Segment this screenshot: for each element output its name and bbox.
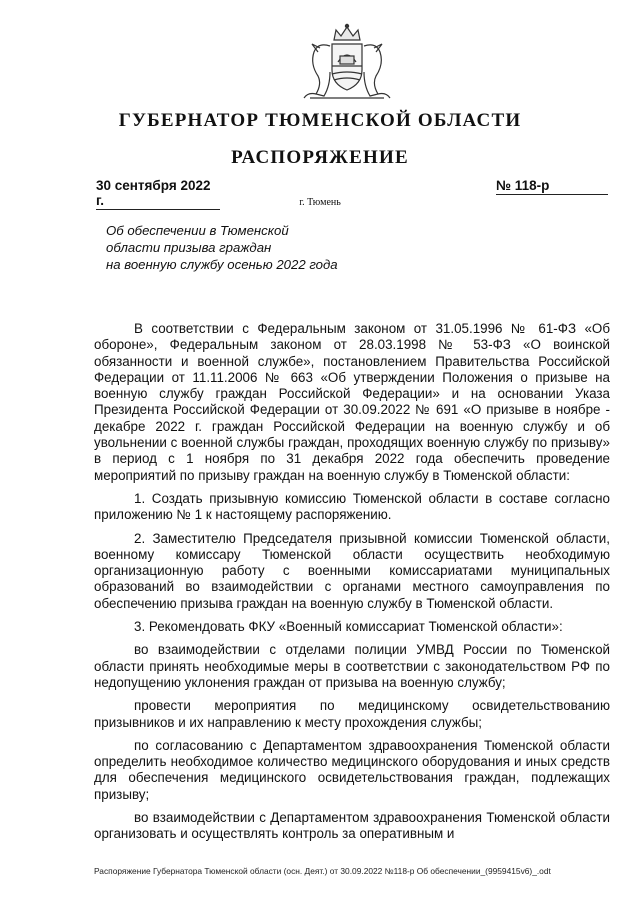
body-paragraph: 3. Рекомендовать ФКУ «Военный комиссариат Тюменской области»: [134,619,563,635]
body-paragraph: 2. Заместителю Председателя призывной комиссии Тюменской области, военному комиссару Тюменской области осуществить необходимую организационную работу с военными комиссариатами муниципальных образований во взаимодействии с органами местного самоуправления по обеспечению призыва граждан на военную службу в Тюменской области. [94,530,610,611]
body-paragraph: В соответствии с Федеральным законом от 31.05.1996 № 61-ФЗ «Об обороне», Федеральным законом от 28.03.1998 № 53-ФЗ «О воинской обязанности и военной службе», постановлением Правительства Российской Федерации от 11.11.2006 № 663 «Об утверждении Положения о призыве на военную службу граждан Российской Федерации» и на основании Указа Президента Российской Федерации от 30.09.2022 № 691 «О призыве в ноябре - декабре 2022 г. граждан Российской Федерации на военную службу и об увольнении с военной службы граждан, проходящих военную службу по призыву» в период с 1 ноября по 31 декабря 2022 года обеспечить проведение мероприятий по призыву граждан на военную службу в Тюменской области: [94,321,610,483]
document-number: № 118-р [496,178,608,195]
body-paragraph: по согласованию с Департаментом здравоохранения Тюменской области определить необходимое количество медицинского оборудования и иных средств для обеспечения медицинского освидетельствования граждан, подлежащих призыву; [94,737,610,802]
body-paragraph: во взаимодействии с Департаментом здравоохранения Тюменской области организовать и осуществлять контроль за оперативным и [94,810,610,842]
document-date: 30 сентября 2022 г. [96,178,220,210]
document-type-title: РАСПОРЯЖЕНИЕ [231,147,409,168]
document-body [94,321,610,850]
body-paragraph: провести мероприятия по медицинскому освидетельствованию призывников и их направлению к месту прохождения службы; [94,698,610,730]
subject-line: на военную службу осенью 2022 года [106,257,338,272]
authority-title: ГУБЕРНАТОР ТЮМЕНСКОЙ ОБЛАСТИ [118,110,522,131]
body-paragraph: во взаимодействии с отделами полиции УМВД России по Тюменской области принять необходимые меры в соответствии с законодательством РФ по недопущению уклонения граждан от призыва на военную службу; [94,642,610,690]
subject-line: области призыва граждан [106,240,272,255]
document-city: г. Тюмень [299,197,341,208]
document-subject [106,222,356,273]
page-footer: Распоряжение Губернатора Тюменской области (осн. Деят.) от 30.09.2022 №118-р Об обеспечении_(9959415v6)_.odt [94,866,551,876]
tyumen-coat-of-arms-icon [296,22,398,102]
body-paragraph: 1. Создать призывную комиссию Тюменской области в составе согласно приложению № 1 к настоящему распоряжению. [94,490,610,523]
subject-line: Об обеспечении в Тюменской [106,223,289,238]
